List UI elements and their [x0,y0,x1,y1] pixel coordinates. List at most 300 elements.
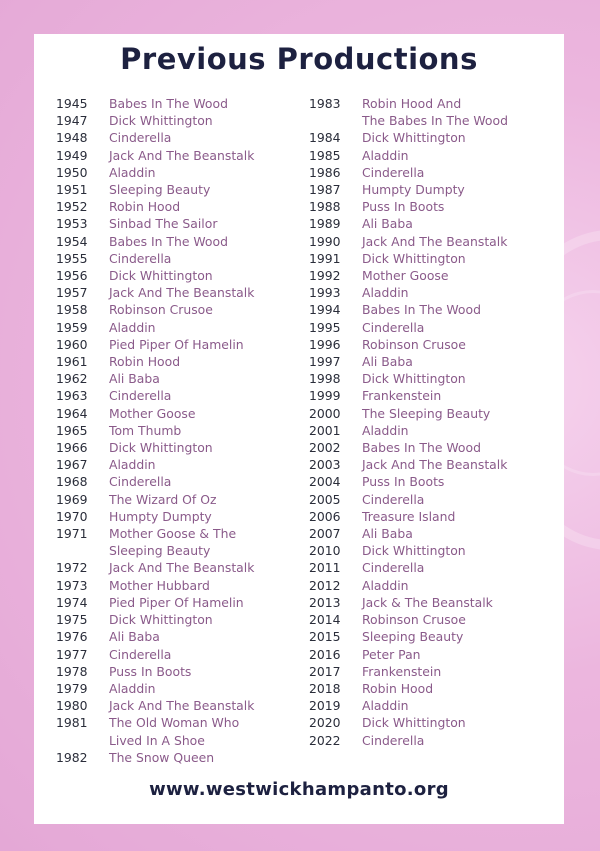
production-row [309,250,559,267]
production-title [109,95,228,112]
production-title [362,439,481,456]
production-year: 1967 [56,457,88,473]
production-title [362,646,421,663]
production-row [56,456,306,473]
production-row [309,284,559,301]
production-row [309,611,559,628]
production-title-line: Babes In The Wood [109,96,228,111]
production-year: 2016 [309,646,341,662]
production-title [109,663,191,680]
production-title-line: Robinson Crusoe [109,302,213,318]
production-row [56,319,306,336]
production-year: 1970 [56,508,88,524]
production-title-line: Dick Whittington [109,268,213,284]
production-title [362,473,444,490]
production-title-line: Cinderella [109,388,172,404]
production-row [56,559,306,576]
production-year: 1999 [309,388,341,404]
production-row [309,267,559,284]
production-title [362,525,413,542]
production-row [56,594,306,611]
production-title [109,697,254,714]
production-year: 1979 [56,680,88,696]
production-year: 2000 [309,405,341,421]
production-title-line: Ali Baba [362,354,413,370]
production-row [56,215,306,232]
production-year: 1984 [309,130,341,146]
production-title-line: Puss In Boots [109,663,192,679]
production-title-line: Aladdin [109,319,156,335]
production-title-line: Jack And The Beanstalk [109,147,255,163]
production-year: 1977 [56,646,88,662]
production-title-line: Mother Goose & The [109,526,237,542]
production-row [56,628,306,645]
production-year: 1969 [56,491,88,507]
production-title-line: Dick Whittington [362,250,466,266]
production-year: 1992 [309,268,341,284]
production-title-line: Robin Hood [109,354,181,370]
production-row [56,680,306,697]
production-title [109,319,156,336]
production-year: 2005 [309,491,341,507]
production-title [362,370,466,387]
production-year: 1993 [309,285,341,301]
production-title [362,542,466,559]
production-year: 1981 [56,715,88,731]
production-title-line: Ali Baba [109,629,160,645]
production-title-line: Aladdin [362,698,409,714]
production-title-line: The Wizard Of Oz [109,491,217,507]
production-title-line: Jack And The Beanstalk [362,233,508,249]
production-year: 1991 [309,250,341,266]
production-year: 1953 [56,216,88,232]
production-year: 2018 [309,680,341,696]
production-title-line: The Old Woman Who [109,715,240,731]
production-year: 1968 [56,474,88,490]
production-year: 2019 [309,698,341,714]
production-row [309,95,559,129]
production-row [309,422,559,439]
production-row [56,697,306,714]
production-title-line: Puss In Boots [362,199,445,215]
production-row [56,164,306,181]
production-year: 1972 [56,560,88,576]
production-year: 1973 [56,577,88,593]
production-row [56,301,306,318]
production-title [362,577,409,594]
production-title [109,336,244,353]
production-title [362,353,413,370]
production-title [109,147,254,164]
production-title-line: Mother Goose [362,268,449,284]
production-row [309,714,559,731]
production-year: 1945 [56,96,88,111]
production-title [109,215,217,232]
production-title [109,491,217,508]
production-title [362,147,409,164]
production-row [309,353,559,370]
production-title-line: Sleeping Beauty [109,543,211,559]
production-year: 1986 [309,164,341,180]
production-title-line: Cinderella [362,319,425,335]
production-row [56,147,306,164]
production-title-line: Dick Whittington [362,130,466,146]
production-title-line: Cinderella [362,560,425,576]
production-title-line: Cinderella [109,250,172,266]
production-year: 2017 [309,663,341,679]
production-row [309,732,559,749]
production-year: 2012 [309,577,341,593]
production-row [309,319,559,336]
production-title-line: Dick Whittington [362,715,466,731]
production-title [362,198,444,215]
production-year: 2007 [309,526,341,542]
production-row [309,370,559,387]
production-year: 1989 [309,216,341,232]
production-year: 1954 [56,233,88,249]
production-row [56,112,306,129]
production-row [56,422,306,439]
production-title-line: Jack And The Beanstalk [109,698,255,714]
production-title-line: Sinbad The Sailor [109,216,218,232]
productions-list-left [56,95,306,766]
production-title [362,697,409,714]
production-title-line: Tom Thumb [109,422,182,438]
production-year: 1964 [56,405,88,421]
production-title [109,198,180,215]
production-title [362,456,507,473]
production-title [109,181,210,198]
production-year: 1959 [56,319,88,335]
production-row [56,491,306,508]
production-title [362,611,466,628]
production-year: 1961 [56,354,88,370]
production-year: 1965 [56,422,88,438]
production-year: 1978 [56,663,88,679]
production-title-line: Babes In The Wood [362,440,481,456]
production-year: 1995 [309,319,341,335]
production-title-line: Pied Piper Of Hamelin [109,336,244,352]
production-title-line: Aladdin [109,680,156,696]
production-row [309,508,559,525]
production-row [309,181,559,198]
production-title-line: Jack And The Beanstalk [109,285,255,301]
production-title [362,250,466,267]
production-title-line: Dick Whittington [109,440,213,456]
production-title-line: Dick Whittington [362,371,466,387]
production-row [56,250,306,267]
production-title-line: Robin Hood [109,199,181,215]
production-year: 1988 [309,199,341,215]
production-title-line: Cinderella [109,646,172,662]
production-year: 2002 [309,440,341,456]
production-title [109,387,171,404]
production-title [362,215,413,232]
production-year: 2006 [309,508,341,524]
production-year: 1994 [309,302,341,318]
production-title [362,129,466,146]
production-row [309,577,559,594]
production-row [309,680,559,697]
production-title [109,422,181,439]
production-title [109,577,210,594]
production-year: 2001 [309,422,341,438]
production-title [362,95,508,129]
production-row [56,646,306,663]
production-year: 2011 [309,560,341,576]
production-row [309,301,559,318]
production-year: 1985 [309,147,341,163]
production-title [362,301,481,318]
production-title [362,714,466,731]
production-title-line: Humpty Dumpty [109,508,212,524]
production-title [109,439,213,456]
production-title-line: The Babes In The Wood [362,113,508,129]
production-row [309,336,559,353]
production-year: 1957 [56,285,88,301]
production-title-line: Aladdin [362,422,409,438]
production-row [309,198,559,215]
production-title [109,370,160,387]
productions-list-right [309,95,559,749]
production-title [109,267,213,284]
production-row [309,129,559,146]
production-title-line: Dick Whittington [109,612,213,628]
production-title-line: The Sleeping Beauty [362,405,491,421]
production-title [109,164,156,181]
production-title [109,456,156,473]
production-year: 1987 [309,182,341,198]
production-title-line: Frankenstein [362,388,442,404]
production-row [56,387,306,404]
production-year: 1990 [309,233,341,249]
production-title [109,112,213,129]
production-year: 1958 [56,302,88,318]
production-title-line: Ali Baba [362,526,413,542]
production-row [309,439,559,456]
production-row [309,559,559,576]
production-row [56,267,306,284]
production-title [109,301,213,318]
production-title [109,473,171,490]
production-row [56,181,306,198]
production-title [362,267,448,284]
production-title [362,559,424,576]
production-year: 1998 [309,371,341,387]
production-year: 2004 [309,474,341,490]
production-year: 1976 [56,629,88,645]
production-row [56,714,306,748]
production-title-line: Robin Hood And [362,96,462,111]
production-row [56,439,306,456]
production-title-line: Lived In A Shoe [109,732,205,748]
production-row [309,164,559,181]
production-row [56,95,306,112]
production-title-line: Ali Baba [109,371,160,387]
production-row [309,628,559,645]
production-title-line: Aladdin [109,457,156,473]
production-title-line: Cinderella [109,130,172,146]
production-title [109,233,228,250]
production-row [56,405,306,422]
production-year: 1982 [56,749,88,765]
production-row [56,473,306,490]
production-title [109,680,156,697]
production-row [56,233,306,250]
production-row [309,491,559,508]
production-year: 1947 [56,113,88,129]
production-row [56,284,306,301]
production-title-line: Humpty Dumpty [362,182,465,198]
production-title-line: Pied Piper Of Hamelin [109,594,244,610]
production-row [309,542,559,559]
production-row [56,749,306,766]
production-row [309,215,559,232]
production-title [109,525,236,559]
production-title [109,508,212,525]
production-title-line: Cinderella [362,164,425,180]
production-row [309,233,559,250]
production-title-line: Cinderella [362,491,425,507]
production-row [309,387,559,404]
production-title-line: Jack And The Beanstalk [362,457,508,473]
production-row [309,663,559,680]
production-year: 1950 [56,164,88,180]
production-year: 1960 [56,336,88,352]
production-year: 1975 [56,612,88,628]
production-title-line: Dick Whittington [362,543,466,559]
production-title [109,749,214,766]
production-title-line: Cinderella [109,474,172,490]
production-year: 1951 [56,182,88,198]
production-title [109,129,171,146]
page-title: Previous Productions [120,42,478,76]
production-row [56,663,306,680]
production-year: 2014 [309,612,341,628]
production-year: 1962 [56,371,88,387]
production-row [56,508,306,525]
production-title-line: Jack & The Beanstalk [362,594,493,610]
production-year: 1983 [309,96,341,111]
production-title [362,680,433,697]
production-title-line: Puss In Boots [362,474,445,490]
production-title [362,181,465,198]
production-year: 1997 [309,354,341,370]
website-url: www.westwickhampanto.org [149,779,449,800]
production-row [309,456,559,473]
production-title-line: Ali Baba [362,216,413,232]
production-title-line: Frankenstein [362,663,442,679]
production-row [56,525,306,559]
production-title [362,491,424,508]
production-title [362,164,424,181]
production-year: 1996 [309,336,341,352]
production-row [309,405,559,422]
production-title-line: Aladdin [362,577,409,593]
production-title-line: Treasure Island [362,508,456,524]
production-year: 2013 [309,594,341,610]
production-title [362,422,409,439]
production-title [362,628,463,645]
production-row [56,370,306,387]
production-title [362,594,493,611]
production-title [362,233,507,250]
production-title [109,284,254,301]
production-row [56,129,306,146]
production-title-line: Robinson Crusoe [362,336,466,352]
production-row [309,646,559,663]
production-year: 1952 [56,199,88,215]
production-title-line: Jack And The Beanstalk [109,560,255,576]
production-year: 1980 [56,698,88,714]
production-title [362,284,409,301]
production-title-line: Robinson Crusoe [362,612,466,628]
production-title-line: Cinderella [362,732,425,748]
production-year: 1949 [56,147,88,163]
production-year: 1966 [56,440,88,456]
production-year: 1955 [56,250,88,266]
production-year: 1971 [56,526,88,542]
production-title-line: Aladdin [362,285,409,301]
production-title [109,628,160,645]
production-title [362,508,455,525]
production-title-line: The Snow Queen [109,749,215,765]
production-row [309,697,559,714]
production-row [309,473,559,490]
production-row [309,525,559,542]
productions-card [34,34,564,824]
production-row [309,147,559,164]
production-title-line: Dick Whittington [109,113,213,129]
production-year: 1974 [56,594,88,610]
production-title [362,732,424,749]
production-row [56,198,306,215]
production-title [109,646,171,663]
production-title-line: Babes In The Wood [109,233,228,249]
production-title [109,611,213,628]
production-year: 2022 [309,732,341,748]
production-year: 2003 [309,457,341,473]
production-title [109,250,171,267]
production-title-line: Mother Goose [109,405,196,421]
production-year: 1948 [56,130,88,146]
production-year: 2020 [309,715,341,731]
production-title-line: Sleeping Beauty [109,182,211,198]
production-title [362,319,424,336]
production-title-line: Babes In The Wood [362,302,481,318]
production-title-line: Aladdin [109,164,156,180]
production-row [56,611,306,628]
production-title-line: Robin Hood [362,680,434,696]
production-title [109,714,239,748]
production-year: 1963 [56,388,88,404]
production-title [362,387,441,404]
production-title [109,594,244,611]
production-title-line: Mother Hubbard [109,577,210,593]
production-row [56,353,306,370]
production-row [309,594,559,611]
production-row [56,336,306,353]
production-year: 1956 [56,268,88,284]
production-year: 2015 [309,629,341,645]
production-title [362,336,466,353]
production-row [56,577,306,594]
production-title [109,353,180,370]
production-year: 2010 [309,543,341,559]
production-title [109,559,254,576]
production-title [109,405,195,422]
production-title-line: Aladdin [362,147,409,163]
